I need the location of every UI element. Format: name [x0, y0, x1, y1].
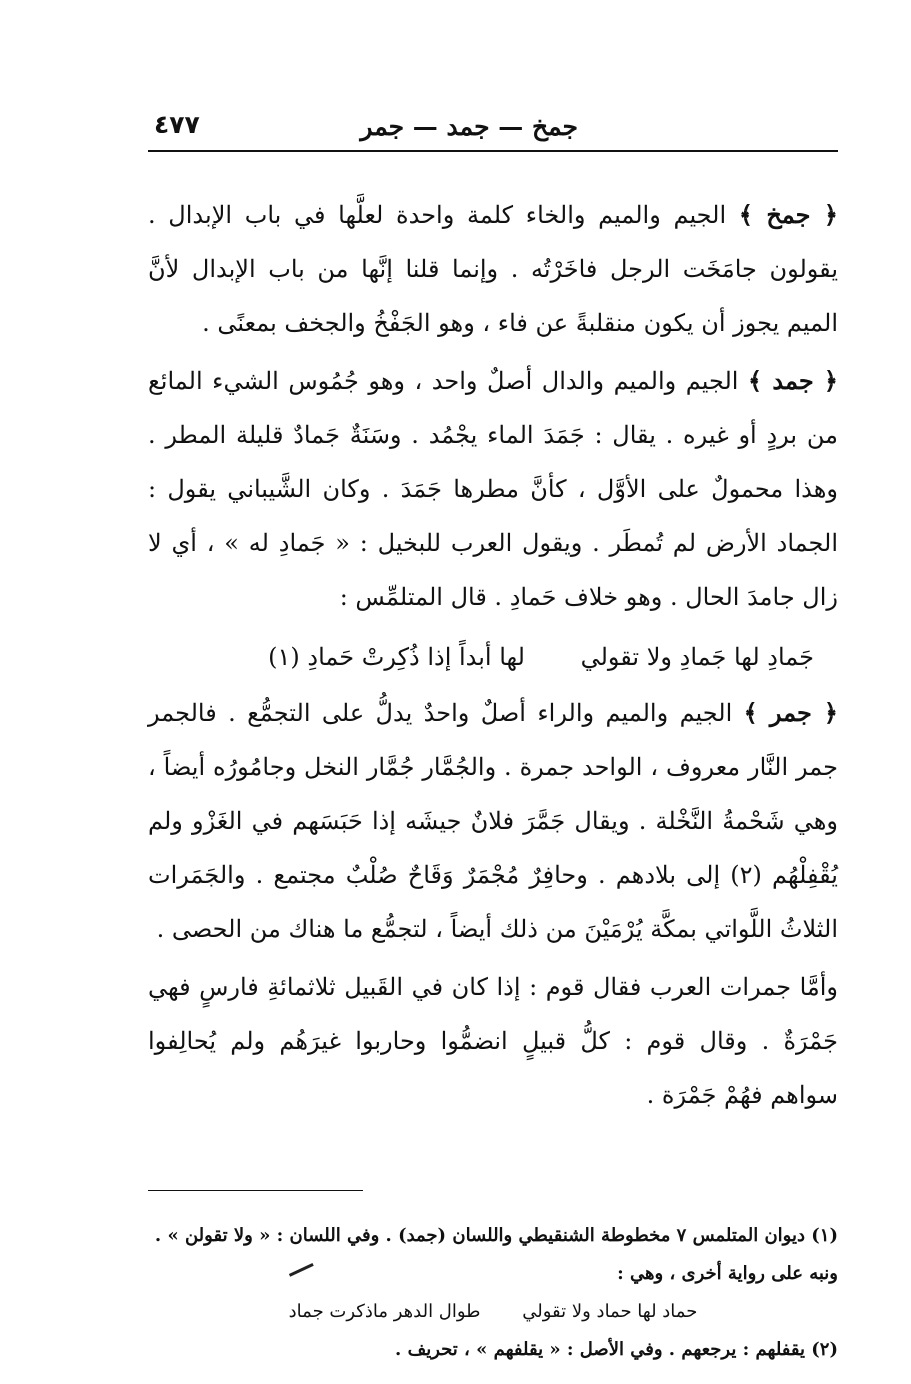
footnote-verse-first: حماد لها حماد ولا تقولي: [522, 1301, 698, 1322]
entry-text: الجيم والميم والخاء كلمة واحدة لعلَّها في باب الإبدال . يقولون جامَخَت الرجل فاخَرْتُه . وإنما قلنا إنَّها من باب الإبدال لأنَّ الميم يجوز أن يكون منقلبةً عن فاء ، وهو الجَفْخُ والجخف بمعنًى .: [148, 201, 838, 337]
verse-first-hemistich: جَمادِ لها جَمادِ ولا تقولي: [580, 643, 814, 671]
entry-jamakh: [148, 188, 838, 350]
entry-jamarat: [148, 960, 838, 1122]
verse-second-hemistich: لها أبداً إذا ذُكِرتْ حَمادِ (١): [268, 643, 525, 671]
headword: ﴿ جمد ﴾: [748, 366, 838, 395]
footnote-divider: [148, 1190, 363, 1191]
running-title: جمخ — جمد — جمر: [360, 112, 578, 141]
book-page: [148, 100, 838, 1370]
page-body: [148, 188, 838, 1122]
footnote-1-verse: [148, 1293, 838, 1331]
headword: ﴿ جمخ ﴾: [738, 200, 838, 229]
headword: ﴿ جمر ﴾: [743, 698, 838, 727]
entry-text: الجيم والميم والدال أصلٌ واحد ، وهو جُمُوس الشيء المائع من بردٍ أو غيره . يقال : جَمَدَ الماء يجْمُد . وسَنَةٌ جَمادٌ قليلة المطر . وهذا محمولٌ على الأوَّل ، كأنَّ مطرها جَمَدَ . وكان الشَّيباني يقول : الجماد الأرض لم تُمطَر . ويقول العرب للبخيل : « جَمادِ له » ، أي لا زال جامدَ الحال . وهو خلاف حَمادِ . قال المتلمِّس :: [148, 367, 838, 611]
page-number: ٤٧٧: [154, 110, 200, 139]
entry-text: الجيم والميم والراء أصلٌ واحدٌ يدلُّ على التجمُّع . فالجمر جمر النَّار معروف ، الواحد جمرة . والجُمَّار جُمَّار النخل وجامُورُه أيضاً ، وهي شَحْمةُ النَّخْلة . ويقال جَمَّرَ فلانٌ جيشَه إذا حَبَسَهم في الغَزْو ولم يُقْفِلْهُم (٢) إلى بلادهم . وحافِرٌ مُجْمَرٌ وَقَاحٌ صُلْبٌ مجتمع . والجَمَرات الثلاثُ اللَّواتي بمكَّة يُرْمَيْنَ من ذلك أيضاً ، لتجمُّع ما هناك من الحصى .: [148, 699, 838, 943]
entry-text: وأمَّا جمرات العرب فقال قوم : إذا كان في القَبيل ثلاثمائةِ فارسٍ فهي جَمْرَةٌ . وقال قوم : كلُّ قبيلٍ انضمُّوا وحاربوا غيرَهُم ولم يُحالِفوا سواهم فهُمْ جَمْرَة .: [148, 973, 838, 1109]
entry-jamar: [148, 686, 838, 956]
page-header: [148, 100, 838, 152]
entry-jamad: [148, 354, 838, 624]
poetry-verse: [148, 628, 838, 686]
footnotes: [148, 1217, 838, 1369]
footnote-2: (٢) يقفلهم : يرجعهم . وفي الأصل : « يقلفهم » ، تحريف .: [395, 1339, 838, 1360]
footnote-verse-second: طوال الدهر ماذكرت جماد: [288, 1301, 481, 1322]
footnote-1: (١) ديوان المتلمس ٧ مخطوطة الشنقيطي واللسان (جمد) . وفي اللسان : « ولا تقولن » . ونبه على رواية أخرى ، وهي :: [154, 1225, 838, 1284]
